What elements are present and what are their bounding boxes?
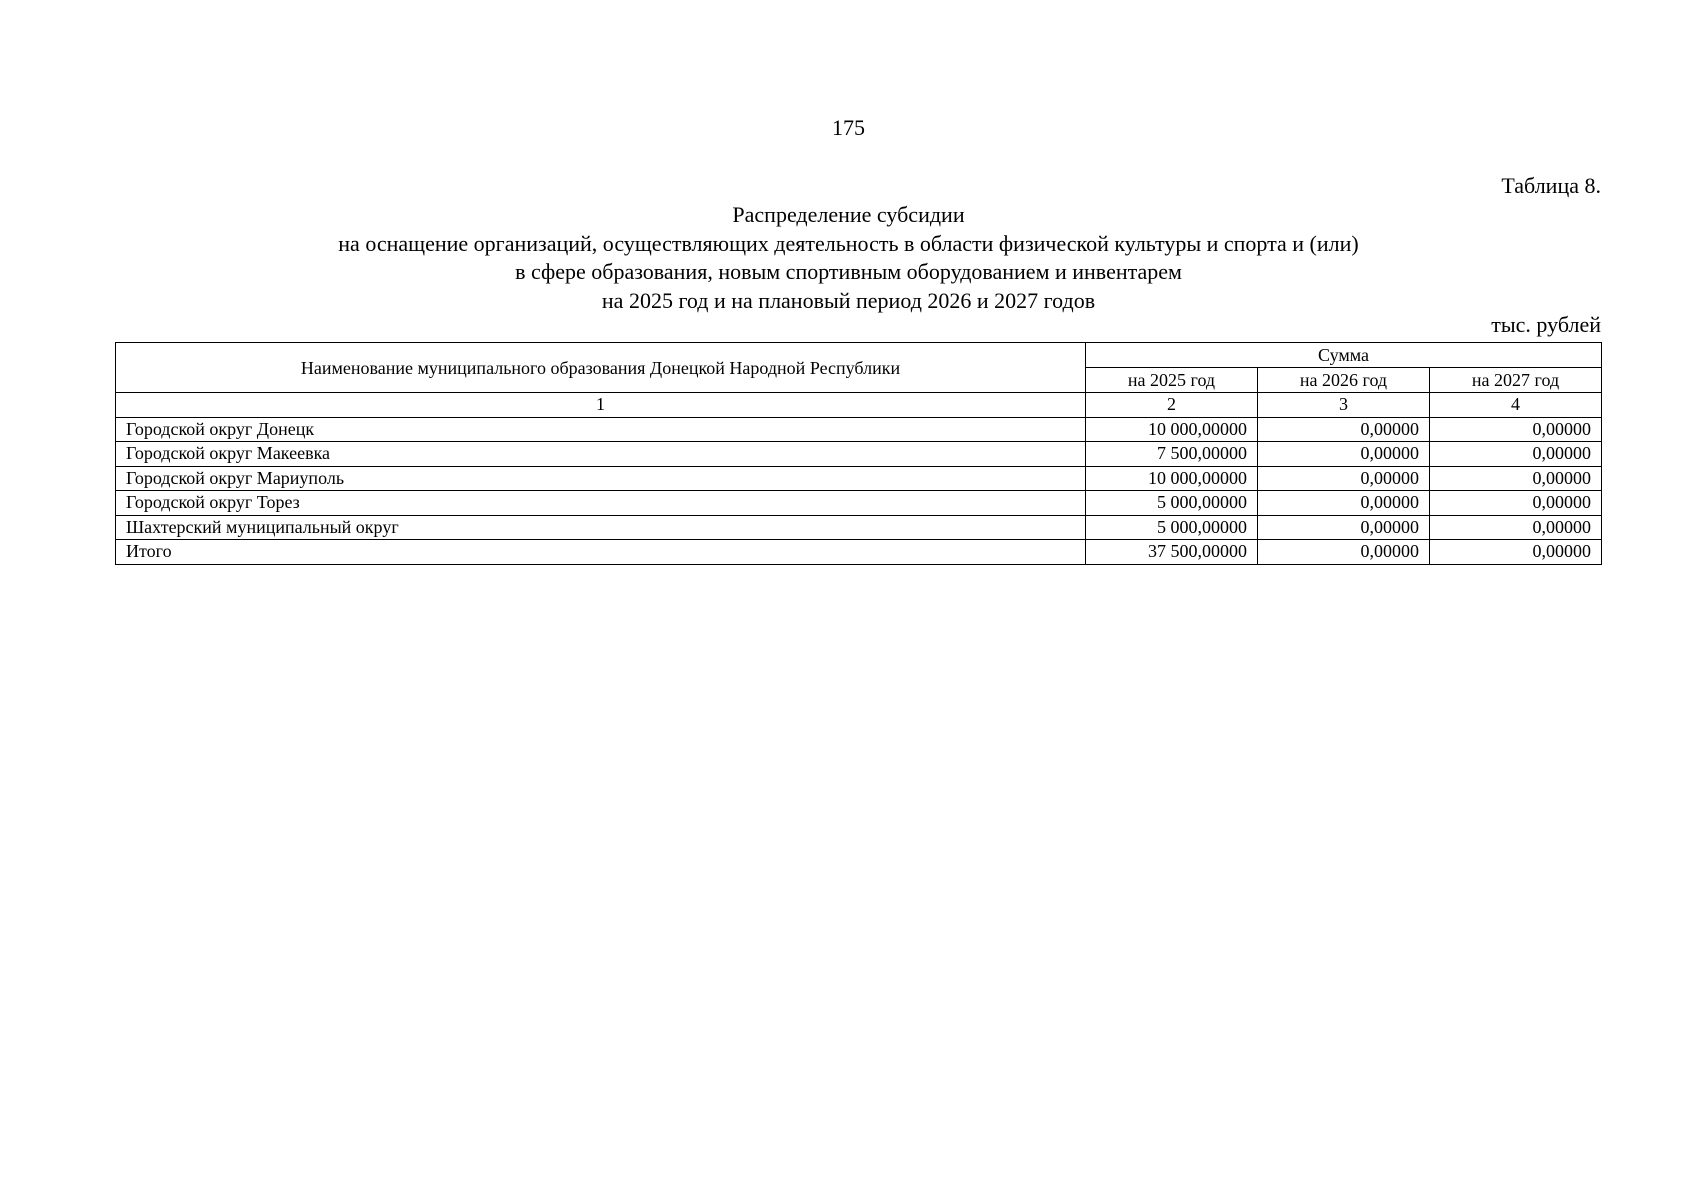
title-line-3: в сфере образования, новым спортивным оборудованием и инвентарем: [515, 259, 1182, 284]
col-number-1: 1: [116, 393, 1086, 418]
column-number-row: [116, 393, 1602, 418]
total-label: Итого: [116, 540, 1086, 565]
row-value-2025: 10 000,00000: [1086, 466, 1258, 491]
row-name: Шахтерский муниципальный округ: [116, 515, 1086, 540]
header-name-cell: Наименование муниципального образования Донецкой Народной Республики: [116, 343, 1086, 393]
units-label: тыс. рублей: [1491, 312, 1601, 337]
table-row: [116, 515, 1602, 540]
header-sum-group: Сумма: [1086, 343, 1602, 368]
total-value-2026: 0,00000: [1258, 540, 1430, 565]
row-value-2026: 0,00000: [1258, 491, 1430, 516]
row-value-2026: 0,00000: [1258, 515, 1430, 540]
row-name: Городской округ Макеевка: [116, 442, 1086, 467]
col-number-3: 3: [1258, 393, 1430, 418]
row-value-2027: 0,00000: [1430, 442, 1602, 467]
row-name: Городской округ Торез: [116, 491, 1086, 516]
row-value-2027: 0,00000: [1430, 417, 1602, 442]
header-year-2026: на 2026 год: [1258, 368, 1430, 393]
table-label: Таблица 8.: [1501, 173, 1601, 198]
title-line-1: Распределение субсидии: [732, 202, 965, 227]
total-value-2025: 37 500,00000: [1086, 540, 1258, 565]
row-value-2025: 5 000,00000: [1086, 515, 1258, 540]
row-value-2026: 0,00000: [1258, 442, 1430, 467]
header-year-2025: на 2025 год: [1086, 368, 1258, 393]
title-line-4: на 2025 год и на плановый период 2026 и 2027 годов: [601, 287, 1096, 313]
row-name: Городской округ Донецк: [116, 417, 1086, 442]
col-number-4: 4: [1430, 393, 1602, 418]
row-value-2025: 5 000,00000: [1086, 491, 1258, 516]
row-value-2027: 0,00000: [1430, 515, 1602, 540]
table-row: [116, 417, 1602, 442]
row-value-2025: 7 500,00000: [1086, 442, 1258, 467]
row-value-2025: 10 000,00000: [1086, 417, 1258, 442]
row-value-2027: 0,00000: [1430, 466, 1602, 491]
row-value-2027: 0,00000: [1430, 491, 1602, 516]
table-row: [116, 491, 1602, 516]
table-row: [116, 442, 1602, 467]
row-name: Городской округ Мариуполь: [116, 466, 1086, 491]
data-table: [115, 392, 1602, 565]
row-value-2026: 0,00000: [1258, 417, 1430, 442]
total-value-2027: 0,00000: [1430, 540, 1602, 565]
table-title: [0, 201, 1697, 315]
row-value-2026: 0,00000: [1258, 466, 1430, 491]
table-row: [116, 466, 1602, 491]
col-number-2: 2: [1086, 393, 1258, 418]
page-number: 175: [832, 115, 865, 140]
title-line-2: на оснащение организаций, осуществляющих деятельность в области физической культуры и спорта и (или): [338, 230, 1359, 256]
header-year-2027: на 2027 год: [1430, 368, 1602, 393]
total-row: [116, 540, 1602, 565]
table-header: [115, 342, 1602, 393]
